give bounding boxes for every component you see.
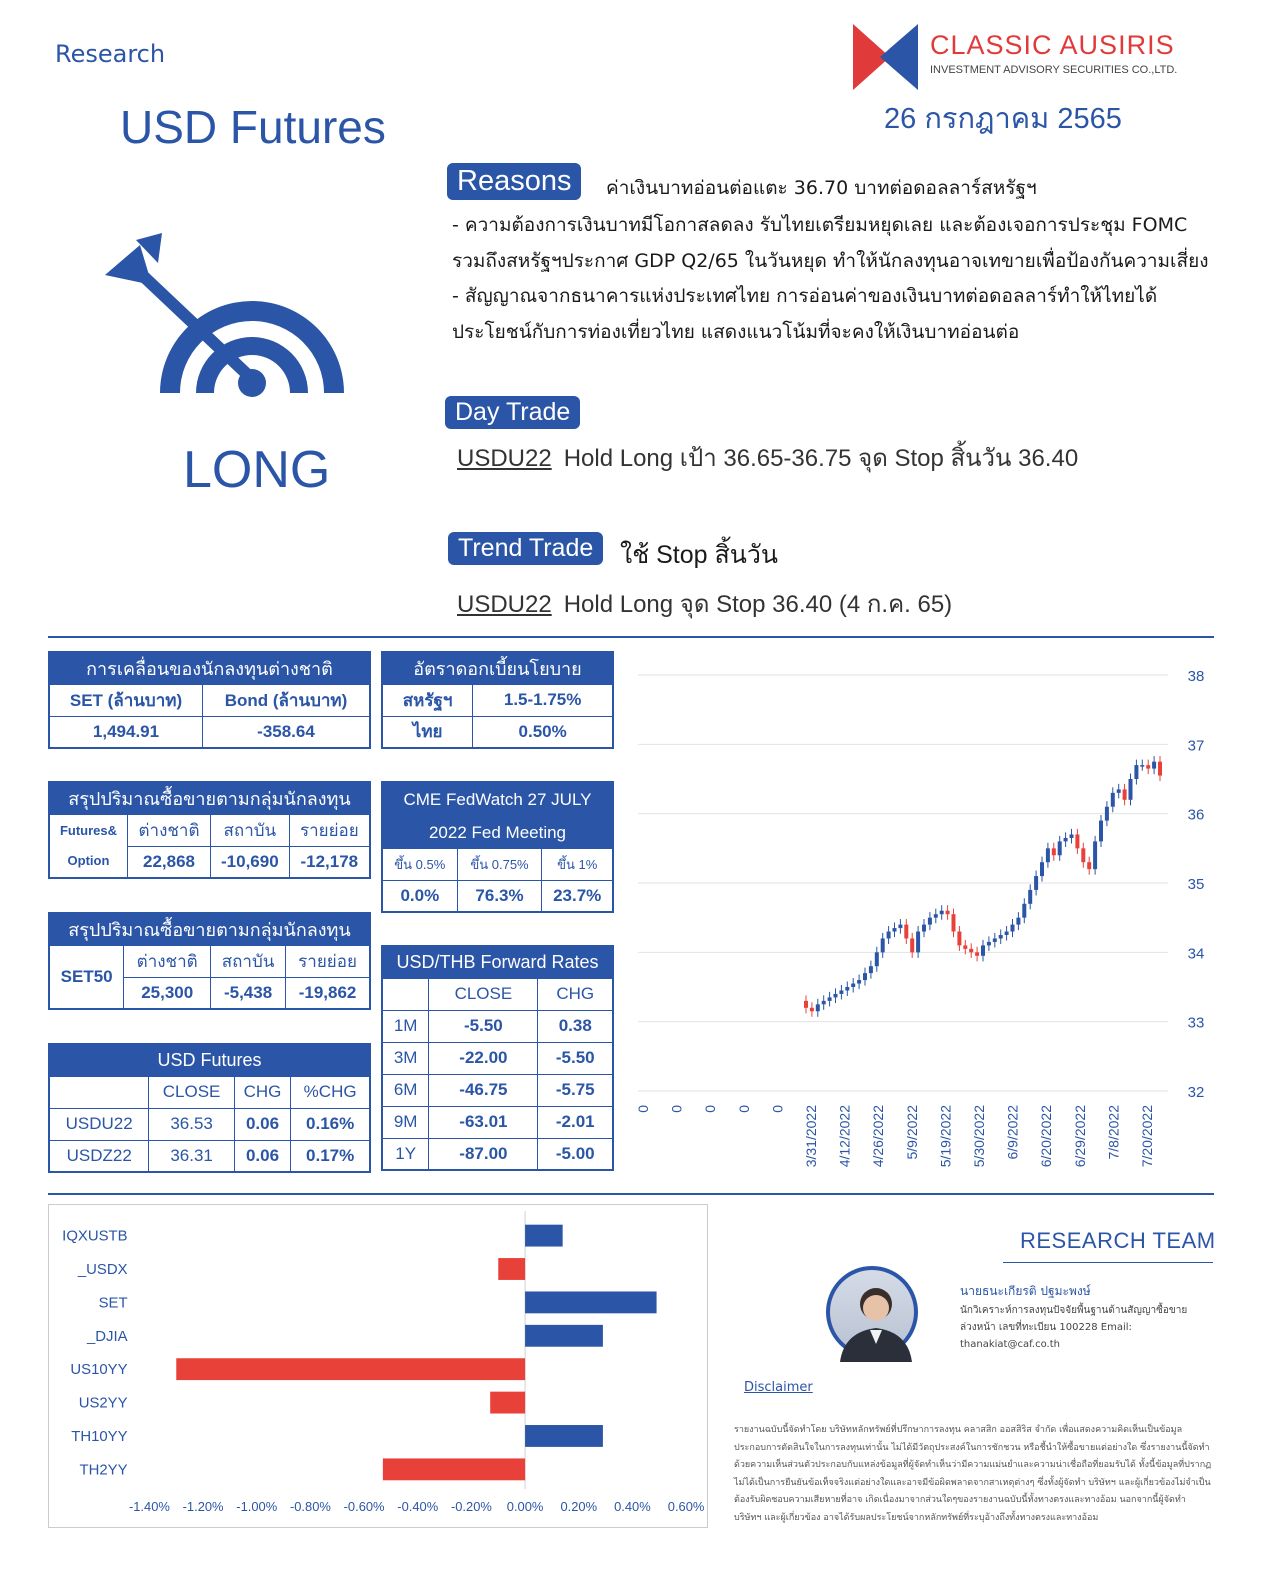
x-tick-label: -1.40% (128, 1499, 170, 1515)
table-cell: 25,300 (124, 977, 211, 1009)
y-tick-label: 37 (1187, 737, 1205, 755)
candle-body (816, 1004, 820, 1011)
foreign-flow-table (48, 651, 371, 749)
table-title: การเคลื่อนของนักลงทุนต่างชาติ (49, 652, 370, 684)
table-cell: -87.00 (429, 1138, 538, 1170)
candle-body (834, 994, 838, 997)
candle-body (1093, 841, 1097, 869)
candle-body (839, 990, 843, 993)
team-title: RESEARCH TEAM (1020, 1228, 1216, 1253)
bar (176, 1358, 525, 1380)
y-tick-label: 35 (1187, 876, 1205, 893)
table-cell: -358.64 (203, 716, 371, 748)
candle-body (1052, 848, 1056, 855)
x-tick-label: 4/12/2022 (836, 1105, 853, 1168)
candle-body (898, 925, 902, 928)
candle-body (1134, 765, 1138, 779)
x-tick-label: 5/19/2022 (937, 1105, 954, 1168)
column-header: CLOSE (149, 1076, 234, 1108)
x-tick-label: 6/9/2022 (1004, 1105, 1021, 1160)
candle-body (1011, 925, 1015, 932)
forward-rates-table (381, 945, 614, 1171)
reasons-body: - ความต้องการเงินบาทมีโอกาสลดลง รับไทยเตรียมหยุดเลย และต้องเจอการประชุม FOMC รวมถึงสหรัฐฯประกาศ GDP Q2/65 ในวันหยุด ทำให้นักลงทุนอาจเทขายเพื่อป้องกันความเสี่ยง - สัญญาณจากธนาคารแห่งประเทศไทย การอ่อนค่าของเงินบาทต่อดอลลาร์ทำให้ไทยได้ประโยชน์กับการท่องเที่ยวไทย แสดงแนวโน้มที่จะคงให้เงินบาทอ่อนต่อ (452, 214, 1209, 343)
table-cell: -12,178 (289, 846, 370, 878)
category-label: SET (98, 1295, 128, 1312)
row-label: สหรัฐฯ (382, 684, 473, 716)
candle-body (910, 938, 914, 952)
column-header: รายย่อย (289, 814, 370, 846)
candle-body (851, 984, 855, 987)
candle-body (1152, 762, 1156, 769)
candle-body (904, 925, 908, 939)
x-tick-label: 7/8/2022 (1105, 1105, 1122, 1160)
x-tick-label: -1.00% (236, 1499, 278, 1515)
candle-body (1028, 890, 1032, 904)
section-label: Research (55, 40, 166, 68)
row-label (49, 814, 127, 878)
candle-body (993, 938, 997, 941)
disclaimer-link[interactable]: Disclaimer (744, 1380, 813, 1395)
category-label: IQXUSTB (62, 1228, 128, 1245)
table-cell: 0.50% (473, 716, 613, 748)
candle-body (1099, 821, 1103, 842)
x-tick-label: 0 (702, 1105, 719, 1113)
candle-body (845, 987, 849, 990)
y-tick-label: 38 (1187, 668, 1205, 685)
candle-body (969, 949, 973, 952)
brand-name: CLASSIC AUSIRIS (930, 30, 1175, 60)
candle-body (875, 952, 879, 966)
y-tick-label: 36 (1187, 806, 1205, 824)
trend-trade-head: ใช้ Stop สิ้นวัน (620, 541, 778, 569)
row-label: SET50 (49, 945, 124, 1009)
x-tick-label: -0.20% (450, 1499, 492, 1515)
table-cell: -5.00 (538, 1138, 613, 1170)
candle-body (1064, 838, 1068, 841)
candle-body (1075, 834, 1079, 848)
row-label: 3M (382, 1042, 429, 1074)
table-cell: -5.50 (429, 1010, 538, 1042)
table-cell: 0.06 (234, 1140, 290, 1172)
x-tick-label: -0.40% (397, 1499, 439, 1515)
target-icon (100, 235, 360, 405)
trend-trade-text: Hold Long จุด Stop 36.40 (4 ก.ค. 65) (563, 591, 953, 618)
table-cell: -10,690 (211, 846, 290, 878)
candle-body (1040, 862, 1044, 876)
avatar (826, 1266, 918, 1358)
table-title: USD Futures (49, 1044, 370, 1076)
candle-body (946, 911, 950, 914)
column-header: สถาบัน (211, 945, 286, 977)
table-cell: 0.17% (291, 1140, 370, 1172)
table-cell: 0.38 (538, 1010, 613, 1042)
table-title: อัตราดอกเบี้ยนโยบาย (382, 652, 613, 684)
x-tick-label: 5/9/2022 (903, 1105, 920, 1160)
candle-body (987, 942, 991, 945)
x-tick-label: -0.60% (343, 1499, 385, 1515)
candle-body (999, 935, 1003, 938)
bar (498, 1258, 525, 1280)
candle-body (916, 932, 920, 953)
divider (1003, 1262, 1213, 1263)
table-cell: 1.5-1.75% (473, 684, 613, 716)
x-tick-label: 0.60% (667, 1499, 705, 1515)
table-cell: 1,494.91 (49, 716, 203, 748)
candle-body (1140, 765, 1144, 767)
table-title: CME FedWatch 27 JULY (382, 782, 613, 818)
bar (525, 1325, 603, 1347)
candle-body (922, 925, 926, 932)
table-cell: 0.06 (234, 1108, 290, 1140)
candle-body (887, 932, 891, 939)
candle-body (881, 938, 885, 952)
x-tick-label: 0.00% (506, 1499, 544, 1515)
report-date: 26 กรกฎาคม 2565 (884, 103, 1122, 135)
candle-body (1005, 932, 1009, 935)
x-tick-label: 0 (769, 1105, 786, 1113)
trend-trade-pill: Trend Trade (448, 532, 603, 565)
row-label: 6M (382, 1074, 429, 1106)
candle-body (1016, 918, 1020, 925)
x-tick-label: 0 (668, 1105, 685, 1113)
column-header: SET (ล้านบาท) (49, 684, 203, 716)
column-header: ต่างชาติ (127, 814, 210, 846)
row-label-line: Option (67, 852, 110, 868)
x-tick-label: 6/29/2022 (1071, 1105, 1088, 1168)
candle-body (1158, 762, 1162, 776)
candle-body (981, 945, 985, 955)
category-label: US10YY (70, 1362, 128, 1379)
y-tick-label: 33 (1187, 1014, 1205, 1032)
column-header: CHG (538, 978, 613, 1010)
row-label: 1Y (382, 1138, 429, 1170)
day-trade-pill: Day Trade (445, 396, 580, 429)
bar (525, 1225, 563, 1247)
x-tick-label: 0 (635, 1105, 651, 1113)
table-subtitle: 2022 Fed Meeting (382, 818, 613, 848)
candle-body (828, 997, 832, 1000)
table-cell: -63.01 (429, 1106, 538, 1138)
y-tick-label: 32 (1187, 1084, 1205, 1101)
table-cell: 22,868 (127, 846, 210, 878)
x-tick-label: -1.20% (182, 1499, 224, 1515)
candle-body (1058, 841, 1062, 855)
column-header: CHG (234, 1076, 290, 1108)
table-cell: -2.01 (538, 1106, 613, 1138)
candle-body (1034, 876, 1038, 890)
x-tick-label: 5/30/2022 (971, 1105, 987, 1168)
candle-body (1105, 807, 1109, 821)
disclaimer-text: รายงานฉบับนี้จัดทำโดย บริษัทหลักทรัพย์ที่ปรึกษาการลงทุน คลาสสิก ออสสิริส จำกัด เพื่อแสดงความคิดเห็นเป็นข้อมูลประกอบการตัดสินใจในการลงทุนเท่านั้น ไม่ได้มีวัตถุประสงค์ในการชักชวน หรือชี้นำให้ซื้อขายแต่อย่างใด ซึ่งรายงานนี้จัดทำด้วยความเห็นส่วนตัวประกอบกับแหล่งข้อมูลที่ผู้จัดทำเห็นว่ามีความแม่นยำและความน่าเชื่อถือที่ยอมรับได้ ทั้งนี้ข้อมูลที่ปรากฏไม่ได้เป็นการยืนยันข้อเท็จจริงแต่อย่างใดและอาจมีข้อผิดพลาดจากสาเหตุต่างๆ ซึ่งทั้งผู้จัดทำ บริษัทฯ และผู้เกี่ยวข้องไม่จำเป็นต้องรับผิดชอบความเสียหายที่อาจ เกิดเนื่องมาจากส่วนใดๆของรายงานฉบับนี้ทั้งทางตรงและทางอ้อม นอกจากนี้ผู้จัดทำ บริษัทฯ และผู้เกี่ยวข้อง อาจได้รับผลประโยชน์จากหลักทรัพย์ที่ระบุอ้างถึงทั้งทางตรงและทางอ้อม (734, 1425, 1212, 1523)
brand-subtitle: INVESTMENT ADVISORY SECURITIES CO.,LTD. (930, 64, 1178, 76)
candle-body (1081, 848, 1085, 862)
row-label: 9M (382, 1106, 429, 1138)
x-tick-label: 0 (735, 1105, 752, 1113)
candle-body (869, 966, 873, 973)
category-label: TH10YY (71, 1428, 128, 1445)
table-cell: -5.50 (538, 1042, 613, 1074)
column-header: รายย่อย (286, 945, 370, 977)
x-tick-label: 4/26/2022 (870, 1105, 887, 1168)
table-cell: -5.75 (538, 1074, 613, 1106)
row-label-line: Futures& (59, 822, 118, 838)
candle-body (957, 932, 961, 946)
table-title: USD/THB Forward Rates (382, 946, 613, 978)
set50-flow-table (48, 912, 371, 1010)
candle-body (952, 914, 956, 931)
table-cell (382, 978, 429, 1010)
candle-body (822, 1001, 826, 1004)
divider (48, 1193, 1214, 1195)
candle-body (893, 928, 897, 931)
bar (525, 1425, 603, 1447)
person-icon (830, 1270, 922, 1362)
signal-label: LONG (183, 441, 331, 499)
candle-body (963, 945, 967, 948)
table-title: สรุปปริมาณซื้อขายตามกลุ่มนักลงทุน (49, 782, 370, 814)
x-tick-label: -0.80% (289, 1499, 331, 1515)
y-tick-label: 34 (1187, 945, 1205, 963)
table-cell: 23.7% (542, 880, 613, 912)
candle-body (928, 918, 932, 925)
price-chart (635, 655, 1218, 1185)
day-trade-text: Hold Long เป้า 36.65-36.75 จุด Stop สิ้นวัน 36.40 (563, 445, 1079, 472)
day-trade-line (457, 438, 1078, 477)
x-tick-label: 7/20/2022 (1139, 1105, 1155, 1168)
trend-trade-ticker: USDU22 (457, 591, 552, 618)
reasons-headline: ค่าเงินบาทอ่อนต่อแตะ 36.70 บาทต่อดอลลาร์สหรัฐฯ (606, 177, 1037, 199)
candle-body (1022, 904, 1026, 918)
category-label: TH2YY (79, 1462, 128, 1479)
row-label: USDZ22 (49, 1140, 149, 1172)
divider (48, 636, 1214, 638)
policy-rate-table (381, 651, 614, 749)
table-cell: -46.75 (429, 1074, 538, 1106)
table-cell: 76.3% (457, 880, 542, 912)
candle-body (1117, 789, 1121, 792)
reasons-pill: Reasons (447, 163, 581, 200)
candle-body (1087, 862, 1091, 869)
candle-body (810, 1008, 814, 1011)
table-cell: -5,438 (211, 977, 286, 1009)
table-cell: 0.0% (382, 880, 457, 912)
candle-body (1070, 834, 1074, 837)
bar (490, 1392, 525, 1414)
candle-body (857, 980, 861, 983)
table-cell: -22.00 (429, 1042, 538, 1074)
day-trade-ticker: USDU22 (457, 445, 552, 472)
x-tick-label: 0.40% (614, 1499, 651, 1515)
table-cell (49, 1076, 149, 1108)
candle-body (804, 1001, 808, 1008)
category-label: _USDX (77, 1261, 128, 1278)
futures-flow-table (48, 781, 371, 879)
x-tick-label: 3/31/2022 (803, 1105, 819, 1168)
column-header: %CHG (291, 1076, 370, 1108)
candle-body (934, 914, 938, 917)
table-title: สรุปปริมาณซื้อขายตามกลุ่มนักลงทุน (49, 913, 370, 945)
candle-body (1046, 848, 1050, 862)
trend-trade-line (457, 584, 952, 623)
candle-body (1146, 765, 1150, 768)
column-header: ขึ้น 0.5% (382, 848, 457, 880)
table-cell: 36.31 (149, 1140, 234, 1172)
x-tick-label: 0.20% (560, 1499, 598, 1515)
column-header: ขึ้น 1% (542, 848, 613, 880)
row-label: USDU22 (49, 1108, 149, 1140)
table-cell: -19,862 (286, 977, 370, 1009)
fedwatch-table (381, 781, 614, 913)
row-label: ไทย (382, 716, 473, 748)
x-tick-label: 6/20/2022 (1038, 1105, 1055, 1168)
category-label: _DJIA (86, 1328, 128, 1345)
column-header: ขึ้น 0.75% (457, 848, 542, 880)
table-cell: 0.16% (291, 1108, 370, 1140)
table-cell: 36.53 (149, 1108, 234, 1140)
candle-body (940, 911, 944, 914)
analyst-name: นายธนะเกียรติ ปฐมะพงษ์ (960, 1284, 1091, 1298)
column-header: สถาบัน (211, 814, 290, 846)
candle-body (1111, 793, 1115, 807)
bar (525, 1291, 656, 1313)
market-change-chart (48, 1204, 708, 1528)
candle-body (1123, 789, 1127, 799)
column-header: CLOSE (429, 978, 538, 1010)
column-header: ต่างชาติ (124, 945, 211, 977)
bar (383, 1458, 525, 1480)
analyst-description: นักวิเคราะห์การลงทุนปัจจัยพื้นฐานด้านสัญญาซื้อขายล่วงหน้า เลขที่ทะเบียน 100228 Email: thanakiat@caf.co.th (960, 1305, 1188, 1350)
candle-body (863, 973, 867, 980)
candle-body (975, 952, 979, 955)
column-header: Bond (ล้านบาท) (203, 684, 371, 716)
row-label: 1M (382, 1010, 429, 1042)
usd-futures-table (48, 1043, 371, 1173)
category-label: US2YY (78, 1395, 128, 1412)
page-title: USD Futures (120, 101, 386, 153)
candle-body (1129, 779, 1133, 800)
